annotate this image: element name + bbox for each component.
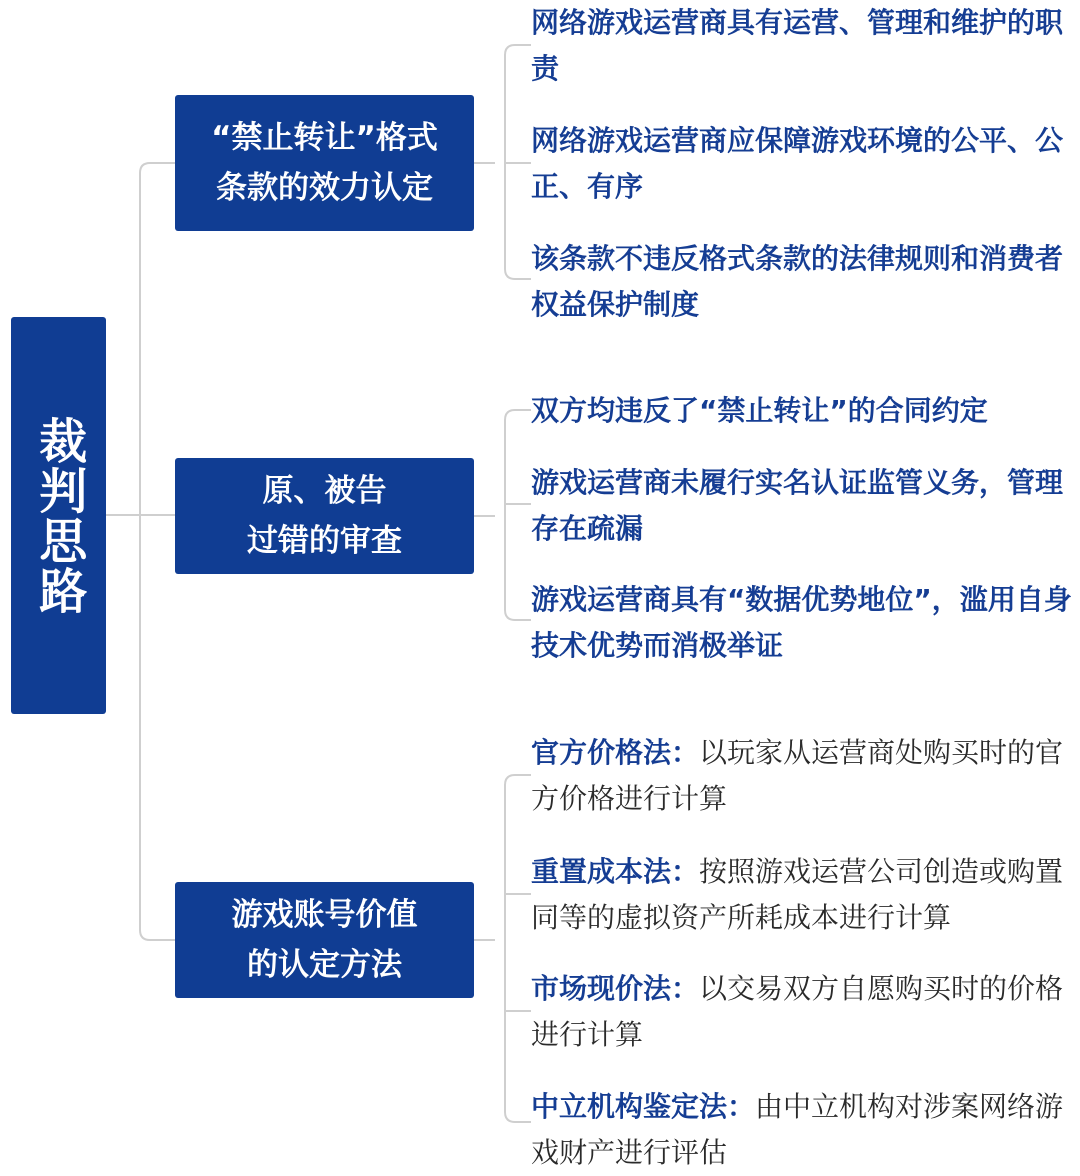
- method-desc-neutral-appraisal: 由中立机构对涉案网络游戏财产进行评估: [531, 1090, 1064, 1169]
- connector-branch-2-leaves: [474, 410, 531, 620]
- leaf-neutral-appraisal: [531, 1084, 1076, 1176]
- branch-node-account-valuation: [175, 882, 474, 998]
- leaf-clause-lawful: 该条款不违反格式条款的法律规则和消费者权益保护制度: [531, 242, 1064, 321]
- connector-branch-1-leaves: [474, 45, 531, 279]
- method-desc-official-price: 以玩家从运营商处购买时的官方价格进行计算: [531, 736, 1064, 815]
- method-term-official-price: 官方价格法：: [531, 736, 700, 769]
- leaf-fair-environment: 网络游戏运营商应保障游戏环境的公平、公正、有序: [531, 124, 1064, 203]
- leaf-both-breached: 双方均违反了“禁止转让”的合同约定: [531, 394, 988, 427]
- connector-root-trunk: [106, 163, 150, 940]
- leaf-market-price: [531, 966, 1076, 1058]
- leaf-real-name-failure: 游戏运营商未履行实名认证监管义务，管理存在疏漏: [531, 466, 1064, 545]
- branch-node-format-clause: [175, 95, 474, 231]
- method-term-market-price: 市场现价法：: [531, 972, 700, 1005]
- leaf-replacement-cost: [531, 849, 1076, 941]
- branch-3-line-1: 游戏账号价值: [231, 897, 418, 933]
- branch-node-fault-review: [175, 458, 474, 574]
- leaf-official-price: [531, 730, 1076, 822]
- branch-1-line-1: “禁止转让”格式: [211, 120, 438, 156]
- branch-1-line-2: 条款的效力认定: [216, 170, 433, 206]
- root-node: [11, 317, 106, 714]
- method-term-neutral-appraisal: 中立机构鉴定法：: [531, 1090, 756, 1123]
- root-label: 裁判思路: [30, 415, 87, 616]
- method-desc-market-price: 以交易双方自愿购买时的价格进行计算: [531, 972, 1064, 1051]
- method-desc-replacement-cost: 按照游戏运营公司创造或购置同等的虚拟资产所耗成本进行计算: [531, 855, 1064, 934]
- branch-2-line-1: 原、被告: [262, 473, 387, 509]
- branch-2-line-2: 过错的审查: [247, 523, 402, 559]
- leaf-operator-duty: 网络游戏运营商具有运营、管理和维护的职责: [531, 6, 1064, 85]
- method-term-replacement-cost: 重置成本法：: [531, 855, 700, 888]
- connector-branch-3-leaves: [474, 775, 531, 1122]
- leaf-data-dominance: 游戏运营商具有“数据优势地位”，滥用自身技术优势而消极举证: [531, 583, 1072, 662]
- branch-3-line-2: 的认定方法: [247, 947, 402, 983]
